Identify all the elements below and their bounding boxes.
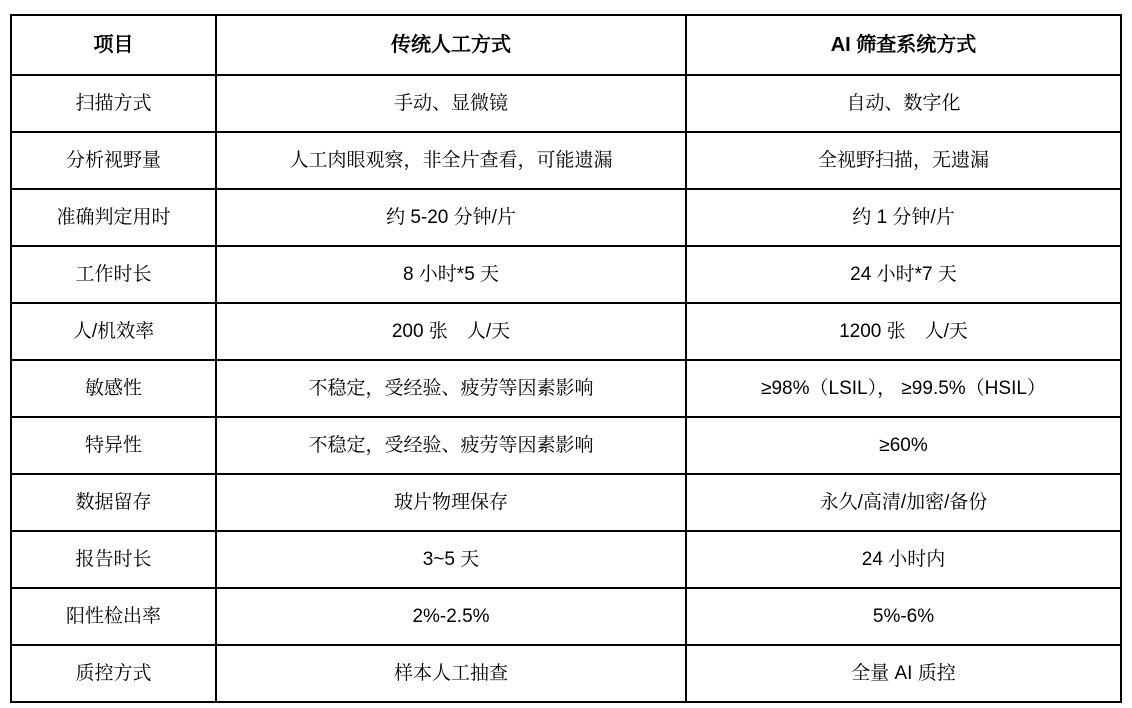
cell-item: 报告时长 [11,531,216,588]
table-row [11,531,1121,588]
cell-ai: 24 小时内 [686,531,1121,588]
cell-item: 数据留存 [11,474,216,531]
cell-item: 工作时长 [11,246,216,303]
column-header-item: 项目 [11,15,216,75]
cell-ai: 全视野扫描，无遗漏 [686,132,1121,189]
table-row [11,189,1121,246]
cell-traditional: 不稳定，受经验、疲劳等因素影响 [216,360,686,417]
table-body [11,75,1121,702]
cell-item: 扫描方式 [11,75,216,132]
table-row [11,417,1121,474]
cell-traditional: 不稳定，受经验、疲劳等因素影响 [216,417,686,474]
cell-ai: 永久/高清/加密/备份 [686,474,1121,531]
cell-item: 人/机效率 [11,303,216,360]
cell-traditional: 约 5-20 分钟/片 [216,189,686,246]
table-header [11,15,1121,75]
table-row [11,645,1121,702]
table-row [11,474,1121,531]
cell-traditional: 3~5 天 [216,531,686,588]
cell-ai: 1200 张 人/天 [686,303,1121,360]
column-header-ai: AI 筛查系统方式 [686,15,1121,75]
table-row [11,246,1121,303]
table-row [11,360,1121,417]
cell-item: 阳性检出率 [11,588,216,645]
cell-item: 特异性 [11,417,216,474]
cell-item: 敏感性 [11,360,216,417]
cell-traditional: 人工肉眼观察，非全片查看，可能遗漏 [216,132,686,189]
cell-item: 分析视野量 [11,132,216,189]
cell-ai: ≥98%（LSIL）， ≥99.5%（HSIL） [686,360,1121,417]
column-header-traditional: 传统人工方式 [216,15,686,75]
cell-traditional: 200 张 人/天 [216,303,686,360]
table-row [11,132,1121,189]
table-row [11,303,1121,360]
cell-traditional: 8 小时*5 天 [216,246,686,303]
table-row [11,588,1121,645]
cell-ai: 自动、数字化 [686,75,1121,132]
cell-item: 质控方式 [11,645,216,702]
cell-traditional: 2%-2.5% [216,588,686,645]
comparison-table [10,14,1122,703]
cell-item: 准确判定用时 [11,189,216,246]
cell-ai: 5%-6% [686,588,1121,645]
table-row [11,75,1121,132]
cell-traditional: 手动、显微镜 [216,75,686,132]
cell-traditional: 玻片物理保存 [216,474,686,531]
cell-ai: 约 1 分钟/片 [686,189,1121,246]
cell-ai: ≥60% [686,417,1121,474]
header-row [11,15,1121,75]
cell-traditional: 样本人工抽查 [216,645,686,702]
cell-ai: 全量 AI 质控 [686,645,1121,702]
cell-ai: 24 小时*7 天 [686,246,1121,303]
